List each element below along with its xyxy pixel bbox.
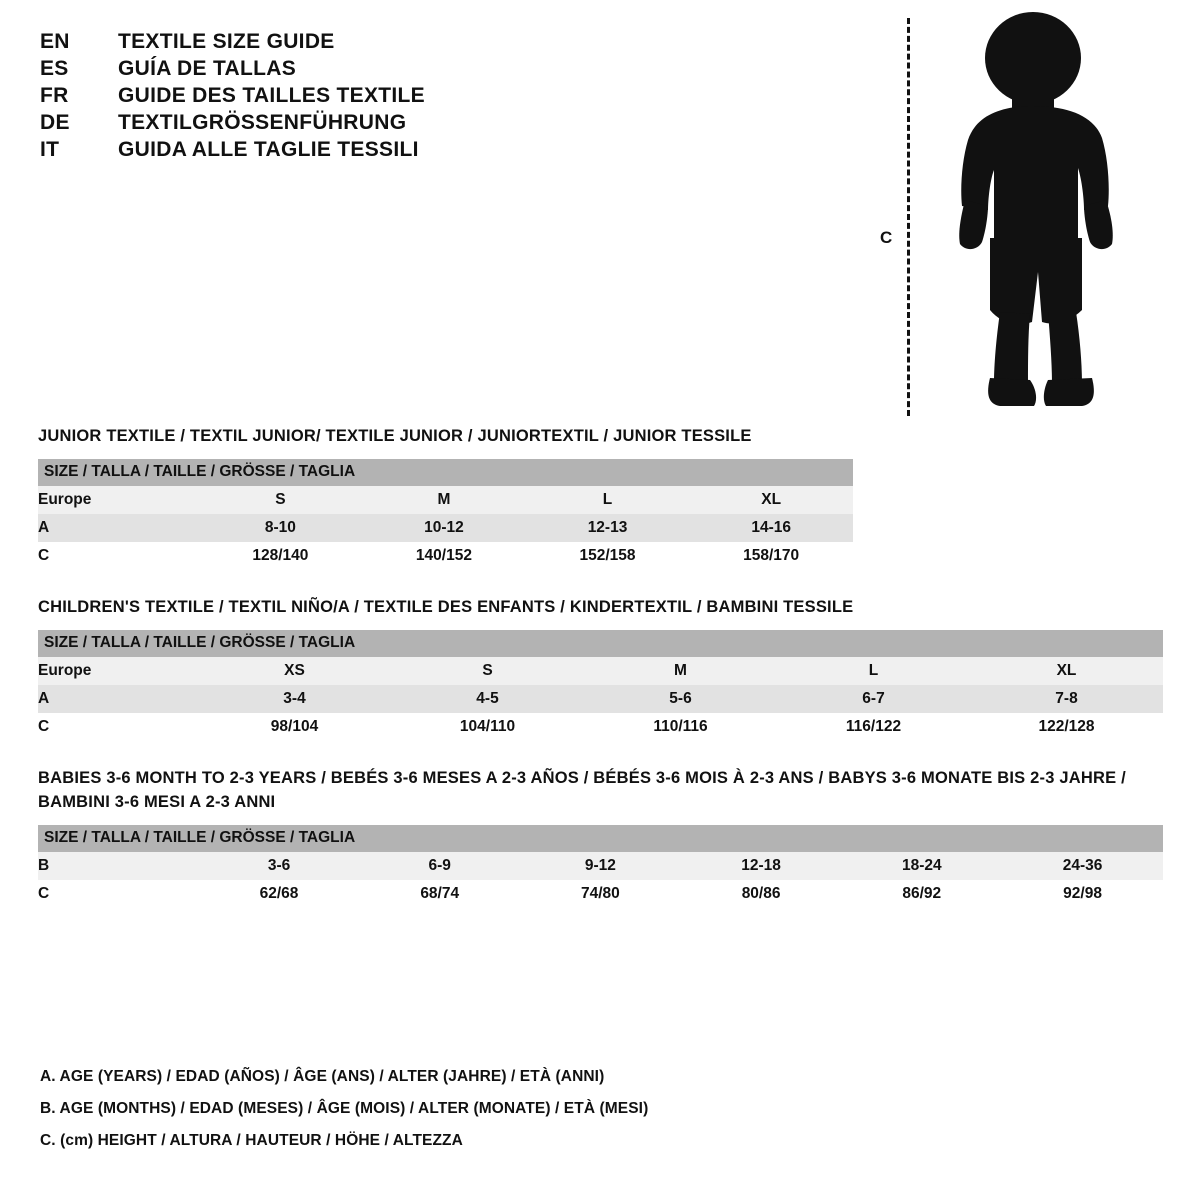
header-row <box>40 30 560 54</box>
table-header-bar <box>38 630 1163 657</box>
cell-value: 5-6 <box>584 685 777 713</box>
header-lang-code: IT <box>40 138 60 161</box>
cell-value: 62/68 <box>199 880 360 908</box>
row-label: C <box>38 713 198 741</box>
cell-value: 12-18 <box>681 852 842 880</box>
cell-value: 104/110 <box>391 713 584 741</box>
cell-value: 128/140 <box>199 542 363 570</box>
table-row <box>38 657 1163 685</box>
footnotes-block <box>40 1068 1040 1164</box>
cell-value: 12-13 <box>526 514 690 542</box>
cell-value: 7-8 <box>970 685 1163 713</box>
cell-value: L <box>526 486 690 514</box>
table-header-bar <box>38 459 853 486</box>
table-row <box>38 514 853 542</box>
measure-label-c: C <box>880 228 893 247</box>
cell-value: 6-9 <box>359 852 520 880</box>
header-row <box>40 138 560 162</box>
header-lang-code: EN <box>40 30 70 53</box>
row-label: A <box>38 514 199 542</box>
footnote-b: B. AGE (MONTHS) / EDAD (MESES) / ÂGE (MOIS) / ALTER (MONATE) / ETÀ (MESI) <box>40 1100 649 1117</box>
table-header-label: SIZE / TALLA / TAILLE / GRÖSSE / TAGLIA <box>38 630 1163 657</box>
cell-value: S <box>199 486 363 514</box>
footnote-a: A. AGE (YEARS) / EDAD (AÑOS) / ÂGE (ANS) / ALTER (JAHRE) / ETÀ (ANNI) <box>40 1068 605 1085</box>
cell-value: 92/98 <box>1002 880 1163 908</box>
row-label: C <box>38 880 199 908</box>
cell-value: 152/158 <box>526 542 690 570</box>
header-title-text: GUÍA DE TALLAS <box>118 57 297 80</box>
cell-value: 86/92 <box>841 880 1002 908</box>
row-label: A <box>38 685 198 713</box>
row-label: Europe <box>38 486 199 514</box>
cell-value: 122/128 <box>970 713 1163 741</box>
cell-value: 74/80 <box>520 880 681 908</box>
cell-value: 116/122 <box>777 713 970 741</box>
header-lang-code: ES <box>40 57 69 80</box>
header-title-text: GUIDE DES TAILLES TEXTILE <box>118 84 425 107</box>
table-row <box>38 542 853 570</box>
cell-value: 3-4 <box>198 685 391 713</box>
table-row <box>38 880 1163 908</box>
cell-value: L <box>777 657 970 685</box>
cell-value: M <box>362 486 526 514</box>
header-row <box>40 57 560 81</box>
row-label: C <box>38 542 199 570</box>
header-lang-code: DE <box>40 111 70 134</box>
section-title-babies: BABIES 3-6 MONTH TO 2-3 YEARS / BEBÉS 3-6 MESES A 2-3 AÑOS / BÉBÉS 3-6 MOIS À 2-3 ANS / BABYS 3-6 MONATE BIS 2-3 JAHRE / BAMBINI 3-6 MESI A 2-3 ANNI <box>38 768 1126 811</box>
cell-value: 140/152 <box>362 542 526 570</box>
child-silhouette-icon <box>930 10 1130 420</box>
header-lang-code: FR <box>40 84 69 107</box>
table-row <box>38 852 1163 880</box>
language-header-block <box>40 30 560 165</box>
cell-value: 9-12 <box>520 852 681 880</box>
table-header-bar <box>38 825 1163 852</box>
table-row <box>38 486 853 514</box>
height-dashed-line <box>907 18 910 416</box>
cell-value: S <box>391 657 584 685</box>
section-title-junior: JUNIOR TEXTILE / TEXTIL JUNIOR/ TEXTILE JUNIOR / JUNIORTEXTIL / JUNIOR TESSILE <box>38 427 752 445</box>
cell-value: 110/116 <box>584 713 777 741</box>
cell-value: 68/74 <box>359 880 520 908</box>
table-row <box>38 713 1163 741</box>
cell-value: XS <box>198 657 391 685</box>
cell-value: 80/86 <box>681 880 842 908</box>
size-table-children <box>38 630 1163 741</box>
row-label: Europe <box>38 657 198 685</box>
size-table-junior <box>38 459 853 570</box>
cell-value: 158/170 <box>689 542 853 570</box>
cell-value: XL <box>689 486 853 514</box>
cell-value: 98/104 <box>198 713 391 741</box>
header-title-text: GUIDA ALLE TAGLIE TESSILI <box>118 138 419 161</box>
header-row <box>40 111 560 135</box>
table-header-label: SIZE / TALLA / TAILLE / GRÖSSE / TAGLIA <box>38 459 853 486</box>
header-row <box>40 84 560 108</box>
section-title-children: CHILDREN'S TEXTILE / TEXTIL NIÑO/A / TEXTILE DES ENFANTS / KINDERTEXTIL / BAMBINI TESSILE <box>38 597 854 616</box>
table-row <box>38 685 1163 713</box>
footnote-c: C. (cm) HEIGHT / ALTURA / HAUTEUR / HÖHE / ALTEZZA <box>40 1132 463 1149</box>
table-header-label: SIZE / TALLA / TAILLE / GRÖSSE / TAGLIA <box>38 825 1163 852</box>
size-tables-container <box>38 425 1168 934</box>
cell-value: 4-5 <box>391 685 584 713</box>
height-measurement-figure <box>880 10 1140 420</box>
cell-value: XL <box>970 657 1163 685</box>
cell-value: 24-36 <box>1002 852 1163 880</box>
header-title-text: TEXTILGRÖSSENFÜHRUNG <box>118 111 407 134</box>
row-label: B <box>38 852 199 880</box>
header-title-text: TEXTILE SIZE GUIDE <box>118 30 335 53</box>
cell-value: M <box>584 657 777 685</box>
size-table-babies <box>38 825 1163 908</box>
cell-value: 3-6 <box>199 852 360 880</box>
cell-value: 6-7 <box>777 685 970 713</box>
cell-value: 10-12 <box>362 514 526 542</box>
cell-value: 18-24 <box>841 852 1002 880</box>
cell-value: 8-10 <box>199 514 363 542</box>
cell-value: 14-16 <box>689 514 853 542</box>
